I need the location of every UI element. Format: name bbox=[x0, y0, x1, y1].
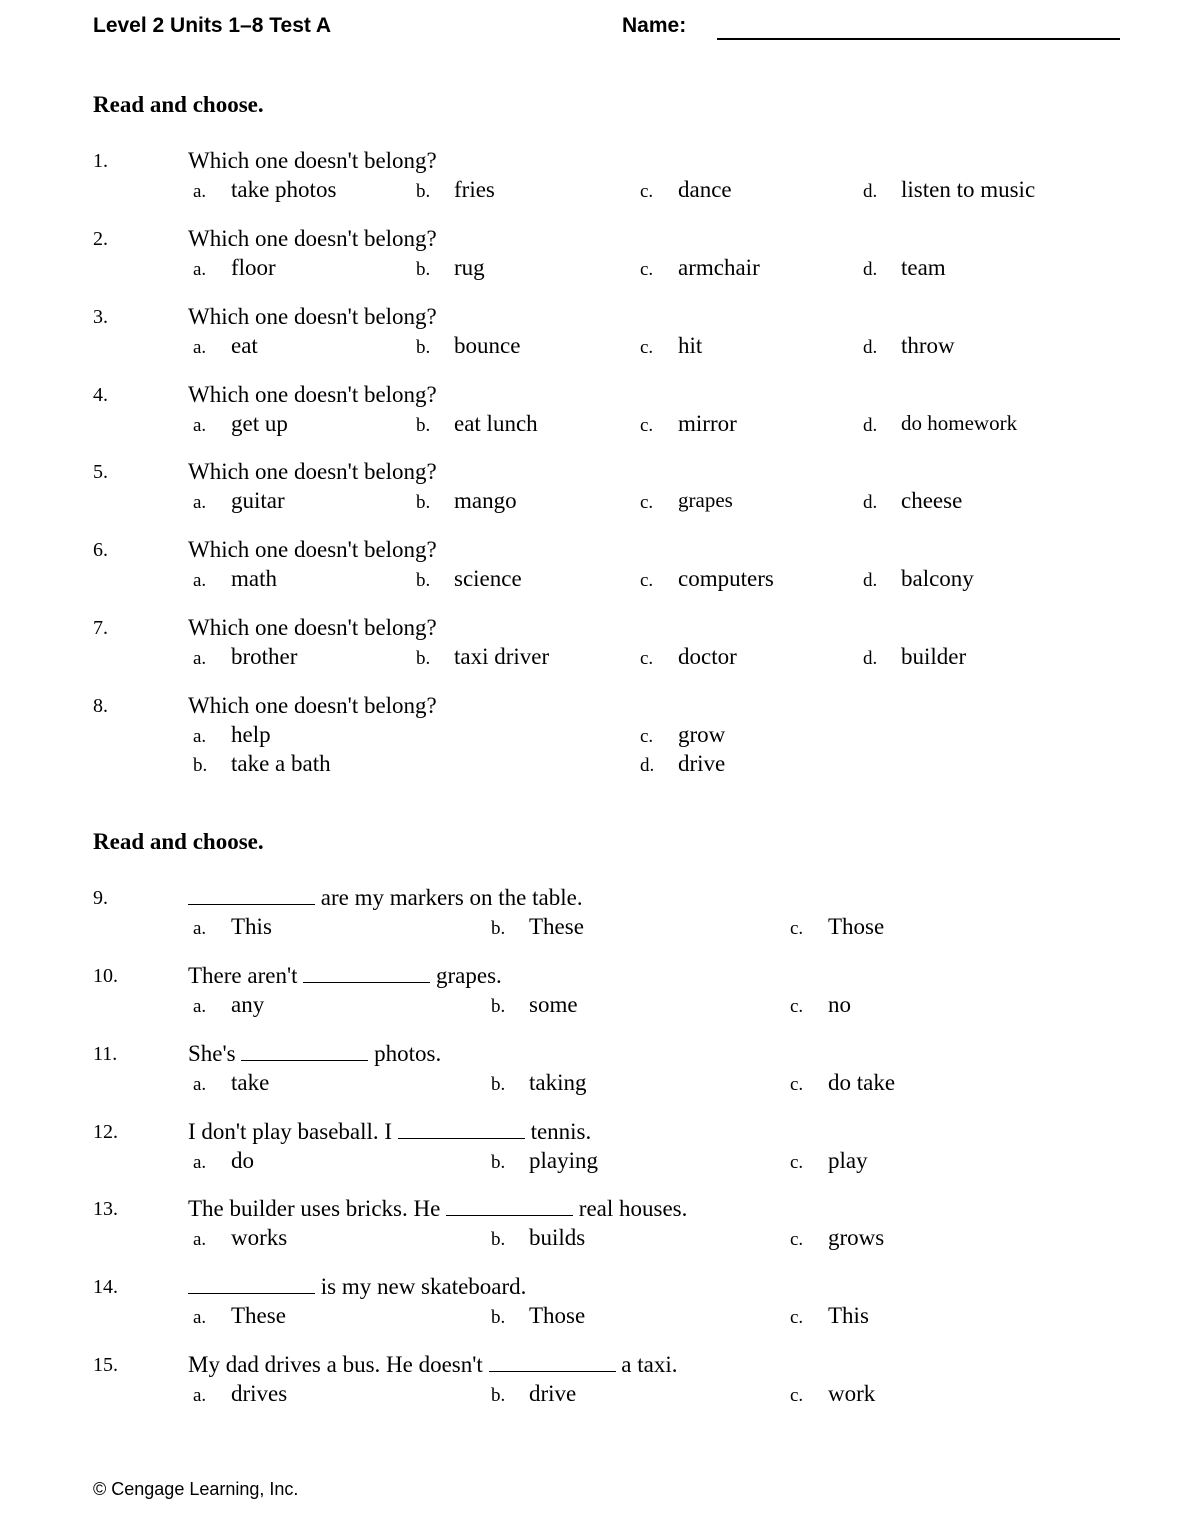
option-letter: d. bbox=[863, 570, 878, 591]
option-letter: c. bbox=[640, 259, 654, 280]
option-letter: a. bbox=[193, 996, 207, 1017]
question-text bbox=[188, 1352, 678, 1378]
option-letter: b. bbox=[193, 755, 208, 776]
option-letter: b. bbox=[416, 181, 431, 202]
option-letter: d. bbox=[863, 492, 878, 513]
question-text bbox=[188, 1196, 687, 1222]
section-1-heading: Read and choose. bbox=[93, 92, 264, 117]
option-letter: a. bbox=[193, 918, 207, 939]
option-text: works bbox=[231, 1225, 288, 1250]
option-text: grow bbox=[678, 722, 726, 747]
option-text: dance bbox=[678, 177, 732, 202]
text-before-blank: There aren't bbox=[188, 963, 304, 988]
question-10 bbox=[0, 965, 1191, 1037]
option-letter: b. bbox=[416, 570, 431, 591]
option-letter: b. bbox=[491, 1152, 506, 1173]
text-before-blank: She's bbox=[188, 1041, 242, 1066]
test-title: Level 2 Units 1–8 Test A bbox=[93, 14, 332, 37]
copyright-footer: © Cengage Learning, Inc. bbox=[93, 1479, 299, 1499]
option-text: play bbox=[828, 1148, 868, 1173]
question-5 bbox=[0, 461, 1191, 533]
question-1 bbox=[0, 150, 1191, 222]
option-letter: c. bbox=[640, 415, 654, 436]
question-text: Which one doesn't belong? bbox=[188, 304, 437, 329]
text-after-blank: are my markers on the table. bbox=[315, 885, 583, 910]
option-letter: b. bbox=[416, 648, 431, 669]
text-before-blank: My dad drives a bus. He doesn't bbox=[188, 1352, 489, 1377]
question-number: 9. bbox=[93, 887, 108, 909]
question-number: 11. bbox=[93, 1043, 118, 1065]
option-letter: c. bbox=[640, 337, 654, 358]
option-text: brother bbox=[231, 644, 298, 669]
option-text: mirror bbox=[678, 411, 737, 436]
question-number: 14. bbox=[93, 1276, 118, 1298]
text-after-blank: photos. bbox=[368, 1041, 442, 1066]
option-letter: a. bbox=[193, 1385, 207, 1406]
answer-blank[interactable] bbox=[303, 966, 430, 983]
option-letter: c. bbox=[790, 996, 804, 1017]
option-letter: c. bbox=[790, 1385, 804, 1406]
question-text bbox=[188, 1041, 441, 1067]
option-text: science bbox=[454, 566, 522, 591]
question-text: Which one doesn't belong? bbox=[188, 148, 437, 173]
question-number: 5. bbox=[93, 461, 108, 483]
option-text: work bbox=[828, 1381, 876, 1406]
option-letter: a. bbox=[193, 1307, 207, 1328]
option-letter: b. bbox=[491, 1385, 506, 1406]
option-letter: c. bbox=[640, 492, 654, 513]
option-text: drive bbox=[529, 1381, 577, 1406]
text-before-blank: The builder uses bricks. He bbox=[188, 1196, 447, 1221]
option-text: rug bbox=[454, 255, 485, 280]
option-letter: a. bbox=[193, 570, 207, 591]
option-text: mango bbox=[454, 488, 517, 513]
question-text: Which one doesn't belong? bbox=[188, 382, 437, 407]
option-text: do take bbox=[828, 1070, 896, 1095]
option-text: builds bbox=[529, 1225, 586, 1250]
option-letter: b. bbox=[416, 259, 431, 280]
option-letter: b. bbox=[491, 996, 506, 1017]
option-letter: d. bbox=[863, 415, 878, 436]
section-2-heading: Read and choose. bbox=[93, 829, 264, 854]
option-letter: d. bbox=[863, 181, 878, 202]
option-text: taxi driver bbox=[454, 644, 550, 669]
option-text: computers bbox=[678, 566, 774, 591]
option-text: any bbox=[231, 992, 265, 1017]
option-text: Those bbox=[529, 1303, 586, 1328]
option-letter: a. bbox=[193, 259, 207, 280]
option-text: do bbox=[231, 1148, 254, 1173]
question-number: 12. bbox=[93, 1121, 118, 1143]
question-number: 3. bbox=[93, 306, 108, 328]
name-field[interactable] bbox=[717, 38, 1120, 40]
option-letter: b. bbox=[491, 918, 506, 939]
question-8 bbox=[0, 695, 1191, 795]
question-2 bbox=[0, 228, 1191, 300]
question-text: Which one doesn't belong? bbox=[188, 537, 437, 562]
question-text: Which one doesn't belong? bbox=[188, 459, 437, 484]
option-letter: a. bbox=[193, 648, 207, 669]
question-number: 13. bbox=[93, 1198, 118, 1220]
option-letter: a. bbox=[193, 337, 207, 358]
option-text: take a bath bbox=[231, 751, 331, 776]
option-letter: d. bbox=[640, 755, 655, 776]
option-text: doctor bbox=[678, 644, 737, 669]
option-letter: d. bbox=[863, 259, 878, 280]
option-letter: c. bbox=[790, 1229, 804, 1250]
option-letter: d. bbox=[863, 337, 878, 358]
question-text bbox=[188, 1274, 526, 1300]
option-letter: b. bbox=[416, 337, 431, 358]
option-letter: b. bbox=[416, 492, 431, 513]
option-text: throw bbox=[901, 333, 955, 358]
question-4 bbox=[0, 384, 1191, 456]
option-text: take photos bbox=[231, 177, 337, 202]
name-label: Name: bbox=[622, 14, 687, 37]
option-letter: c. bbox=[640, 570, 654, 591]
answer-blank[interactable] bbox=[188, 888, 315, 905]
answer-blank[interactable] bbox=[489, 1355, 616, 1372]
question-text: Which one doesn't belong? bbox=[188, 615, 437, 640]
option-letter: b. bbox=[416, 415, 431, 436]
option-text: grows bbox=[828, 1225, 885, 1250]
option-letter: c. bbox=[790, 1074, 804, 1095]
option-letter: d. bbox=[863, 648, 878, 669]
option-letter: a. bbox=[193, 1229, 207, 1250]
question-15 bbox=[0, 1354, 1191, 1426]
question-number: 15. bbox=[93, 1354, 118, 1376]
option-letter: c. bbox=[790, 1307, 804, 1328]
option-text: listen to music bbox=[901, 177, 1036, 202]
option-text: team bbox=[901, 255, 946, 280]
text-after-blank: is my new skateboard. bbox=[315, 1274, 527, 1299]
option-text: taking bbox=[529, 1070, 587, 1095]
option-text: take bbox=[231, 1070, 270, 1095]
question-text bbox=[188, 1119, 591, 1145]
question-number: 1. bbox=[93, 150, 108, 172]
question-number: 4. bbox=[93, 384, 108, 406]
answer-blank[interactable] bbox=[446, 1199, 573, 1216]
question-6 bbox=[0, 539, 1191, 611]
answer-blank[interactable] bbox=[398, 1122, 525, 1139]
option-letter: b. bbox=[491, 1074, 506, 1095]
question-number: 2. bbox=[93, 228, 108, 250]
option-text: bounce bbox=[454, 333, 521, 358]
question-13 bbox=[0, 1198, 1191, 1270]
option-letter: a. bbox=[193, 1074, 207, 1095]
question-9 bbox=[0, 887, 1191, 959]
option-text: drive bbox=[678, 751, 726, 776]
option-letter: c. bbox=[640, 726, 654, 747]
option-text: Those bbox=[828, 914, 885, 939]
option-text: guitar bbox=[231, 488, 285, 513]
option-letter: c. bbox=[640, 181, 654, 202]
text-after-blank: real houses. bbox=[573, 1196, 688, 1221]
option-text: floor bbox=[231, 255, 276, 280]
option-text: playing bbox=[529, 1148, 598, 1173]
question-12 bbox=[0, 1121, 1191, 1193]
question-text: Which one doesn't belong? bbox=[188, 693, 437, 718]
text-after-blank: tennis. bbox=[524, 1119, 592, 1144]
question-11 bbox=[0, 1043, 1191, 1115]
question-number: 6. bbox=[93, 539, 108, 561]
option-text: hit bbox=[678, 333, 703, 358]
option-letter: a. bbox=[193, 492, 207, 513]
question-number: 7. bbox=[93, 617, 108, 639]
text-after-blank: grapes. bbox=[430, 963, 502, 988]
option-text: armchair bbox=[678, 255, 760, 280]
option-text: These bbox=[231, 1303, 286, 1328]
option-text: eat bbox=[231, 333, 258, 358]
option-text: eat lunch bbox=[454, 411, 538, 436]
option-letter: a. bbox=[193, 726, 207, 747]
option-text: no bbox=[828, 992, 851, 1017]
answer-blank[interactable] bbox=[241, 1044, 368, 1061]
option-text: get up bbox=[231, 411, 288, 436]
option-letter: c. bbox=[790, 918, 804, 939]
question-number: 8. bbox=[93, 695, 108, 717]
option-text: do homework bbox=[901, 411, 1018, 435]
question-text bbox=[188, 885, 583, 911]
option-letter: a. bbox=[193, 415, 207, 436]
option-text: grapes bbox=[678, 488, 733, 512]
option-text: These bbox=[529, 914, 584, 939]
option-text: help bbox=[231, 722, 271, 747]
option-text: This bbox=[828, 1303, 869, 1328]
option-text: builder bbox=[901, 644, 967, 669]
option-letter: c. bbox=[790, 1152, 804, 1173]
question-text: Which one doesn't belong? bbox=[188, 226, 437, 251]
option-letter: a. bbox=[193, 181, 207, 202]
option-text: drives bbox=[231, 1381, 288, 1406]
question-number: 10. bbox=[93, 965, 118, 987]
question-7 bbox=[0, 617, 1191, 689]
option-text: balcony bbox=[901, 566, 974, 591]
question-text bbox=[188, 963, 502, 989]
option-text: cheese bbox=[901, 488, 963, 513]
text-before-blank: I don't play baseball. I bbox=[188, 1119, 398, 1144]
option-text: some bbox=[529, 992, 578, 1017]
question-3 bbox=[0, 306, 1191, 378]
answer-blank[interactable] bbox=[188, 1277, 315, 1294]
option-letter: b. bbox=[491, 1229, 506, 1250]
option-text: This bbox=[231, 914, 272, 939]
question-14 bbox=[0, 1276, 1191, 1348]
text-after-blank: a taxi. bbox=[615, 1352, 678, 1377]
option-letter: c. bbox=[640, 648, 654, 669]
option-text: fries bbox=[454, 177, 495, 202]
option-letter: b. bbox=[491, 1307, 506, 1328]
option-text: math bbox=[231, 566, 277, 591]
option-letter: a. bbox=[193, 1152, 207, 1173]
